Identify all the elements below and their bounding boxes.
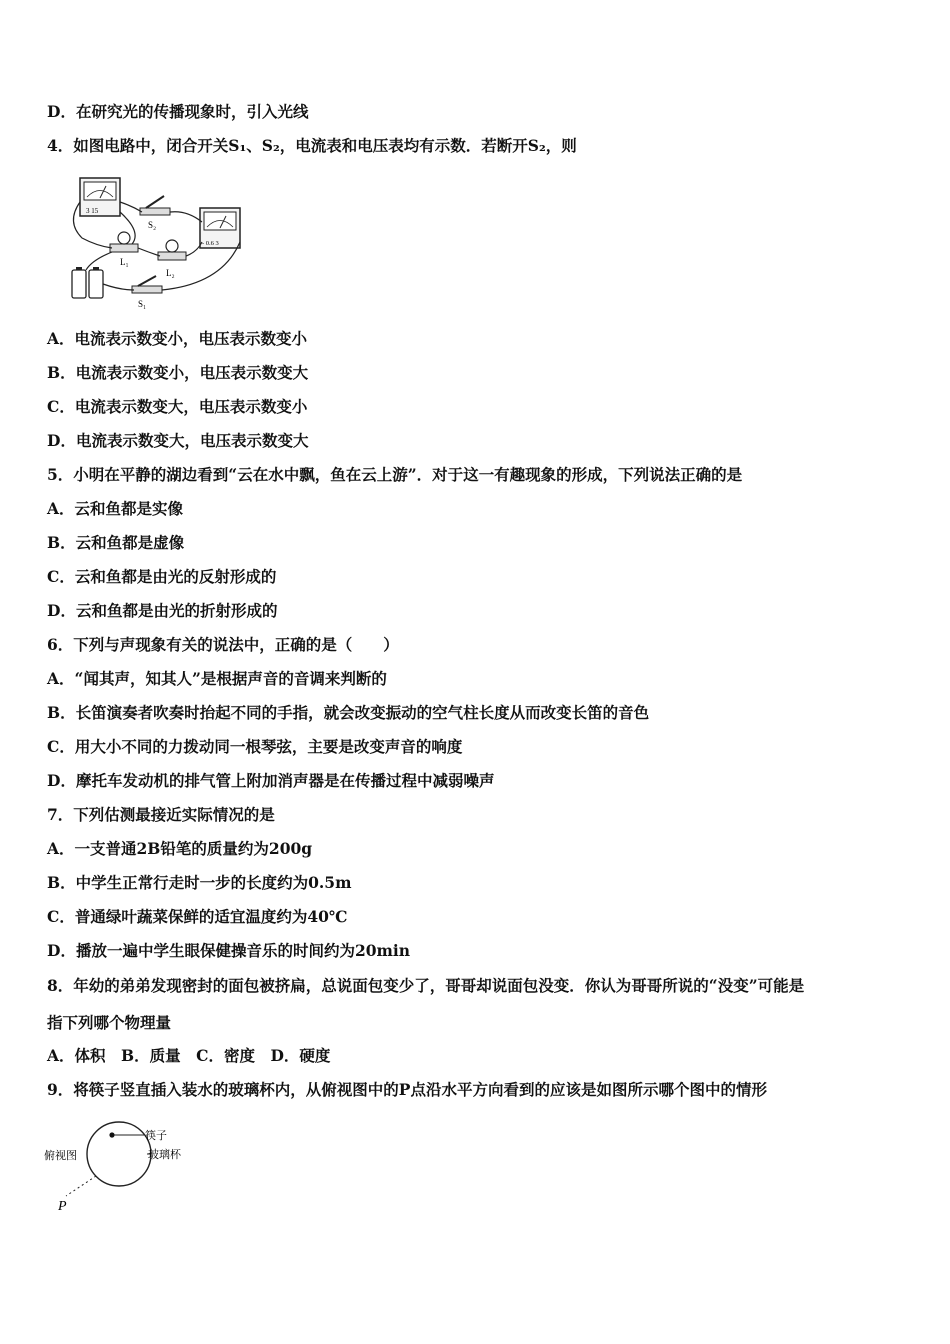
q8-stem-line2: 指下列哪个物理量 bbox=[47, 1013, 172, 1032]
q7-option-d: D．播放一遍中学生眼保健操音乐的时间约为20min bbox=[47, 941, 411, 960]
glass-top-view bbox=[87, 1122, 151, 1186]
q7-option-b: B．中学生正常行走时一步的长度约为0.5m bbox=[47, 873, 352, 892]
battery-icon bbox=[72, 267, 103, 298]
ammeter-icon bbox=[200, 208, 240, 248]
label-l2: L₂ bbox=[166, 268, 175, 278]
sight-line-dotted bbox=[66, 1176, 96, 1196]
label-s1: S₁ bbox=[138, 299, 147, 309]
q6-option-a: A．“闻其声，知其人”是根据声音的音调来判断的 bbox=[47, 669, 387, 688]
q6-option-b: B．长笛演奏者吹奏时抬起不同的手指，就会改变振动的空气柱长度从而改变长笛的音色 bbox=[47, 703, 650, 722]
label-glass: 玻璃杯 bbox=[148, 1149, 181, 1161]
voltmeter-scale: 3 15 bbox=[86, 207, 99, 215]
switch-s2-icon bbox=[140, 196, 170, 215]
q6-stem: 6．下列与声现象有关的说法中，正确的是（ ） bbox=[47, 635, 399, 654]
label-p: P bbox=[58, 1199, 67, 1214]
q9-stem: 9．将筷子竖直插入装水的玻璃杯内，从俯视图中的P点沿水平方向看到的应该是如图所示哪个图中的情形 bbox=[47, 1080, 767, 1099]
q3-option-d: D．在研究光的传播现象时，引入光线 bbox=[47, 102, 309, 121]
q4-option-c: C．电流表示数变大，电压表示数变小 bbox=[47, 397, 308, 416]
label-chopstick: 筷子 bbox=[145, 1130, 167, 1142]
label-top-view: 俯视图 bbox=[44, 1150, 77, 1162]
q9-top-view-figure bbox=[44, 1118, 214, 1218]
q4-option-a: A．电流表示数变小，电压表示数变小 bbox=[47, 329, 308, 348]
q4-option-d: D．电流表示数变大，电压表示数变大 bbox=[47, 431, 309, 450]
q8-options: A．体积 B．质量 C．密度 D．硬度 bbox=[47, 1046, 331, 1065]
q6-option-c: C．用大小不同的力拨动同一根琴弦，主要是改变声音的响度 bbox=[47, 737, 463, 756]
q4-option-b: B．电流表示数变小，电压表示数变大 bbox=[47, 363, 309, 382]
switch-s1-icon bbox=[132, 276, 162, 293]
q8-stem-line1: 8．年幼的弟弟发现密封的面包被挤扁，总说面包变少了，哥哥却说面包没变．你认为哥哥所说的“没变”可能是 bbox=[47, 976, 805, 995]
q7-option-c: C．普通绿叶蔬菜保鲜的适宜温度约为40℃ bbox=[47, 907, 348, 926]
q4-circuit-figure bbox=[62, 172, 252, 312]
voltmeter-icon bbox=[80, 178, 120, 216]
q4-stem: 4．如图电路中，闭合开关S₁、S₂，电流表和电压表均有示数．若断开S₂，则 bbox=[47, 136, 577, 155]
q5-option-d: D．云和鱼都是由光的折射形成的 bbox=[47, 601, 278, 620]
q7-option-a: A．一支普通2B铅笔的质量约为200g bbox=[47, 839, 313, 858]
label-l1: L₁ bbox=[120, 257, 129, 267]
ammeter-scale: - 0.6 3 bbox=[202, 240, 219, 247]
q5-option-b: B．云和鱼都是虚像 bbox=[47, 533, 185, 552]
lamp-l2-icon bbox=[158, 240, 186, 260]
q6-option-d: D．摩托车发动机的排气管上附加消声器是在传播过程中减弱噪声 bbox=[47, 771, 495, 790]
q5-option-a: A．云和鱼都是实像 bbox=[47, 499, 184, 518]
q5-option-c: C．云和鱼都是由光的反射形成的 bbox=[47, 567, 277, 586]
chopstick-dot bbox=[109, 1132, 114, 1137]
q7-stem: 7．下列估测最接近实际情况的是 bbox=[47, 805, 275, 824]
q5-stem: 5．小明在平静的湖边看到“云在水中飘，鱼在云上游”．对于这一有趣现象的形成，下列说法正确的是 bbox=[47, 465, 743, 484]
label-s2: S₂ bbox=[148, 220, 157, 230]
